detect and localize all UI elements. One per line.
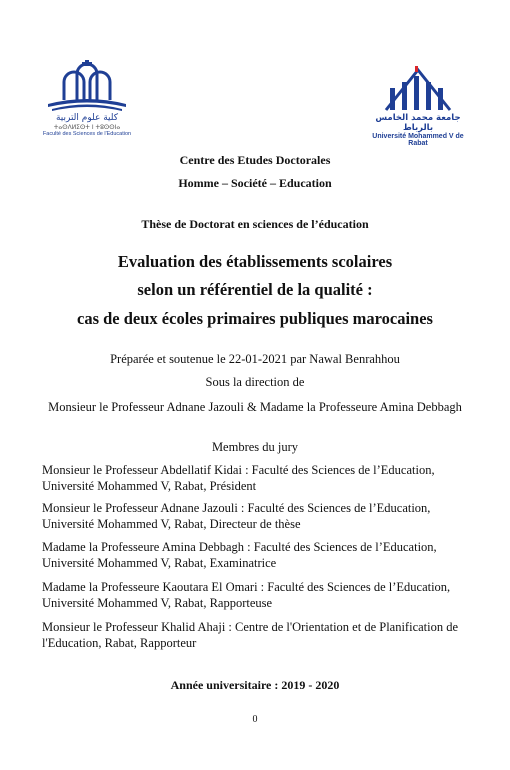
faculty-logo bbox=[42, 60, 132, 137]
university-name-arabic: جامعة محمد الخامس بالرباط bbox=[375, 113, 461, 133]
university-logo bbox=[368, 66, 468, 147]
jury-member: Monsieur le Professeur Khalid Ahaji : Centre de l'Orientation et de Planification de l'Education, Rabat, Rapporteur bbox=[42, 620, 459, 650]
page-number: 0 bbox=[252, 714, 258, 725]
thesis-title-line-2: selon un référentiel de la qualité : bbox=[137, 280, 373, 299]
university-name-latin: Université Mohammed V de Rabat bbox=[372, 133, 464, 147]
university-emblem-icon bbox=[368, 66, 468, 112]
jury-heading: Membres du jury bbox=[211, 440, 299, 454]
jury-member: Monsieur le Professeur Abdellatif Kidai : Faculté des Sciences de l’Education, Université Mohammed V, Rabat, Président bbox=[42, 463, 435, 493]
faculty-name-latin: Faculté des Sciences de l'Education bbox=[42, 131, 132, 137]
doctoral-center: Centre des Etudes Doctorales bbox=[179, 153, 331, 167]
directors: Monsieur le Professeur Adnane Jazouli & Madame la Professeure Amina Debbagh bbox=[48, 400, 462, 414]
faculty-emblem-icon bbox=[42, 60, 132, 112]
thesis-type: Thèse de Doctorat en sciences de l’éducation bbox=[141, 217, 369, 231]
faculty-name-tifinagh: ⵜⴰⵙⴷⵍⵉⵙⵜ ⵏ ⵜⵓⵙⵙⵏⴰ bbox=[53, 124, 121, 131]
academic-year: Année universitaire : 2019 - 2020 bbox=[170, 678, 340, 692]
doctoral-subtitle: Homme – Société – Education bbox=[178, 176, 332, 190]
jury-member: Monsieur le Professeur Adnane Jazouli : Faculté des Sciences de l’Education, Université Mohammed V, Rabat, Directeur de thèse bbox=[42, 501, 431, 531]
jury-member: Madame la Professeure Kaoutara El Omari : Faculté des Sciences de l’Education, Université Mohammed V, Rabat, Rapporteuse bbox=[42, 580, 451, 610]
jury-member: Madame la Professeure Amina Debbagh : Faculté des Sciences de l’Education, Université Mohammed V, Rabat, Examinatrice bbox=[42, 540, 437, 570]
direction-label: Sous la direction de bbox=[205, 375, 305, 389]
defense-info: Préparée et soutenue le 22-01-2021 par Nawal Benrahhou bbox=[110, 352, 400, 366]
faculty-name-arabic: كلية علوم التربية bbox=[55, 113, 119, 123]
thesis-title-line-3: cas de deux écoles primaires publiques marocaines bbox=[77, 309, 433, 328]
thesis-title-line-1: Evaluation des établissements scolaires bbox=[117, 252, 393, 271]
